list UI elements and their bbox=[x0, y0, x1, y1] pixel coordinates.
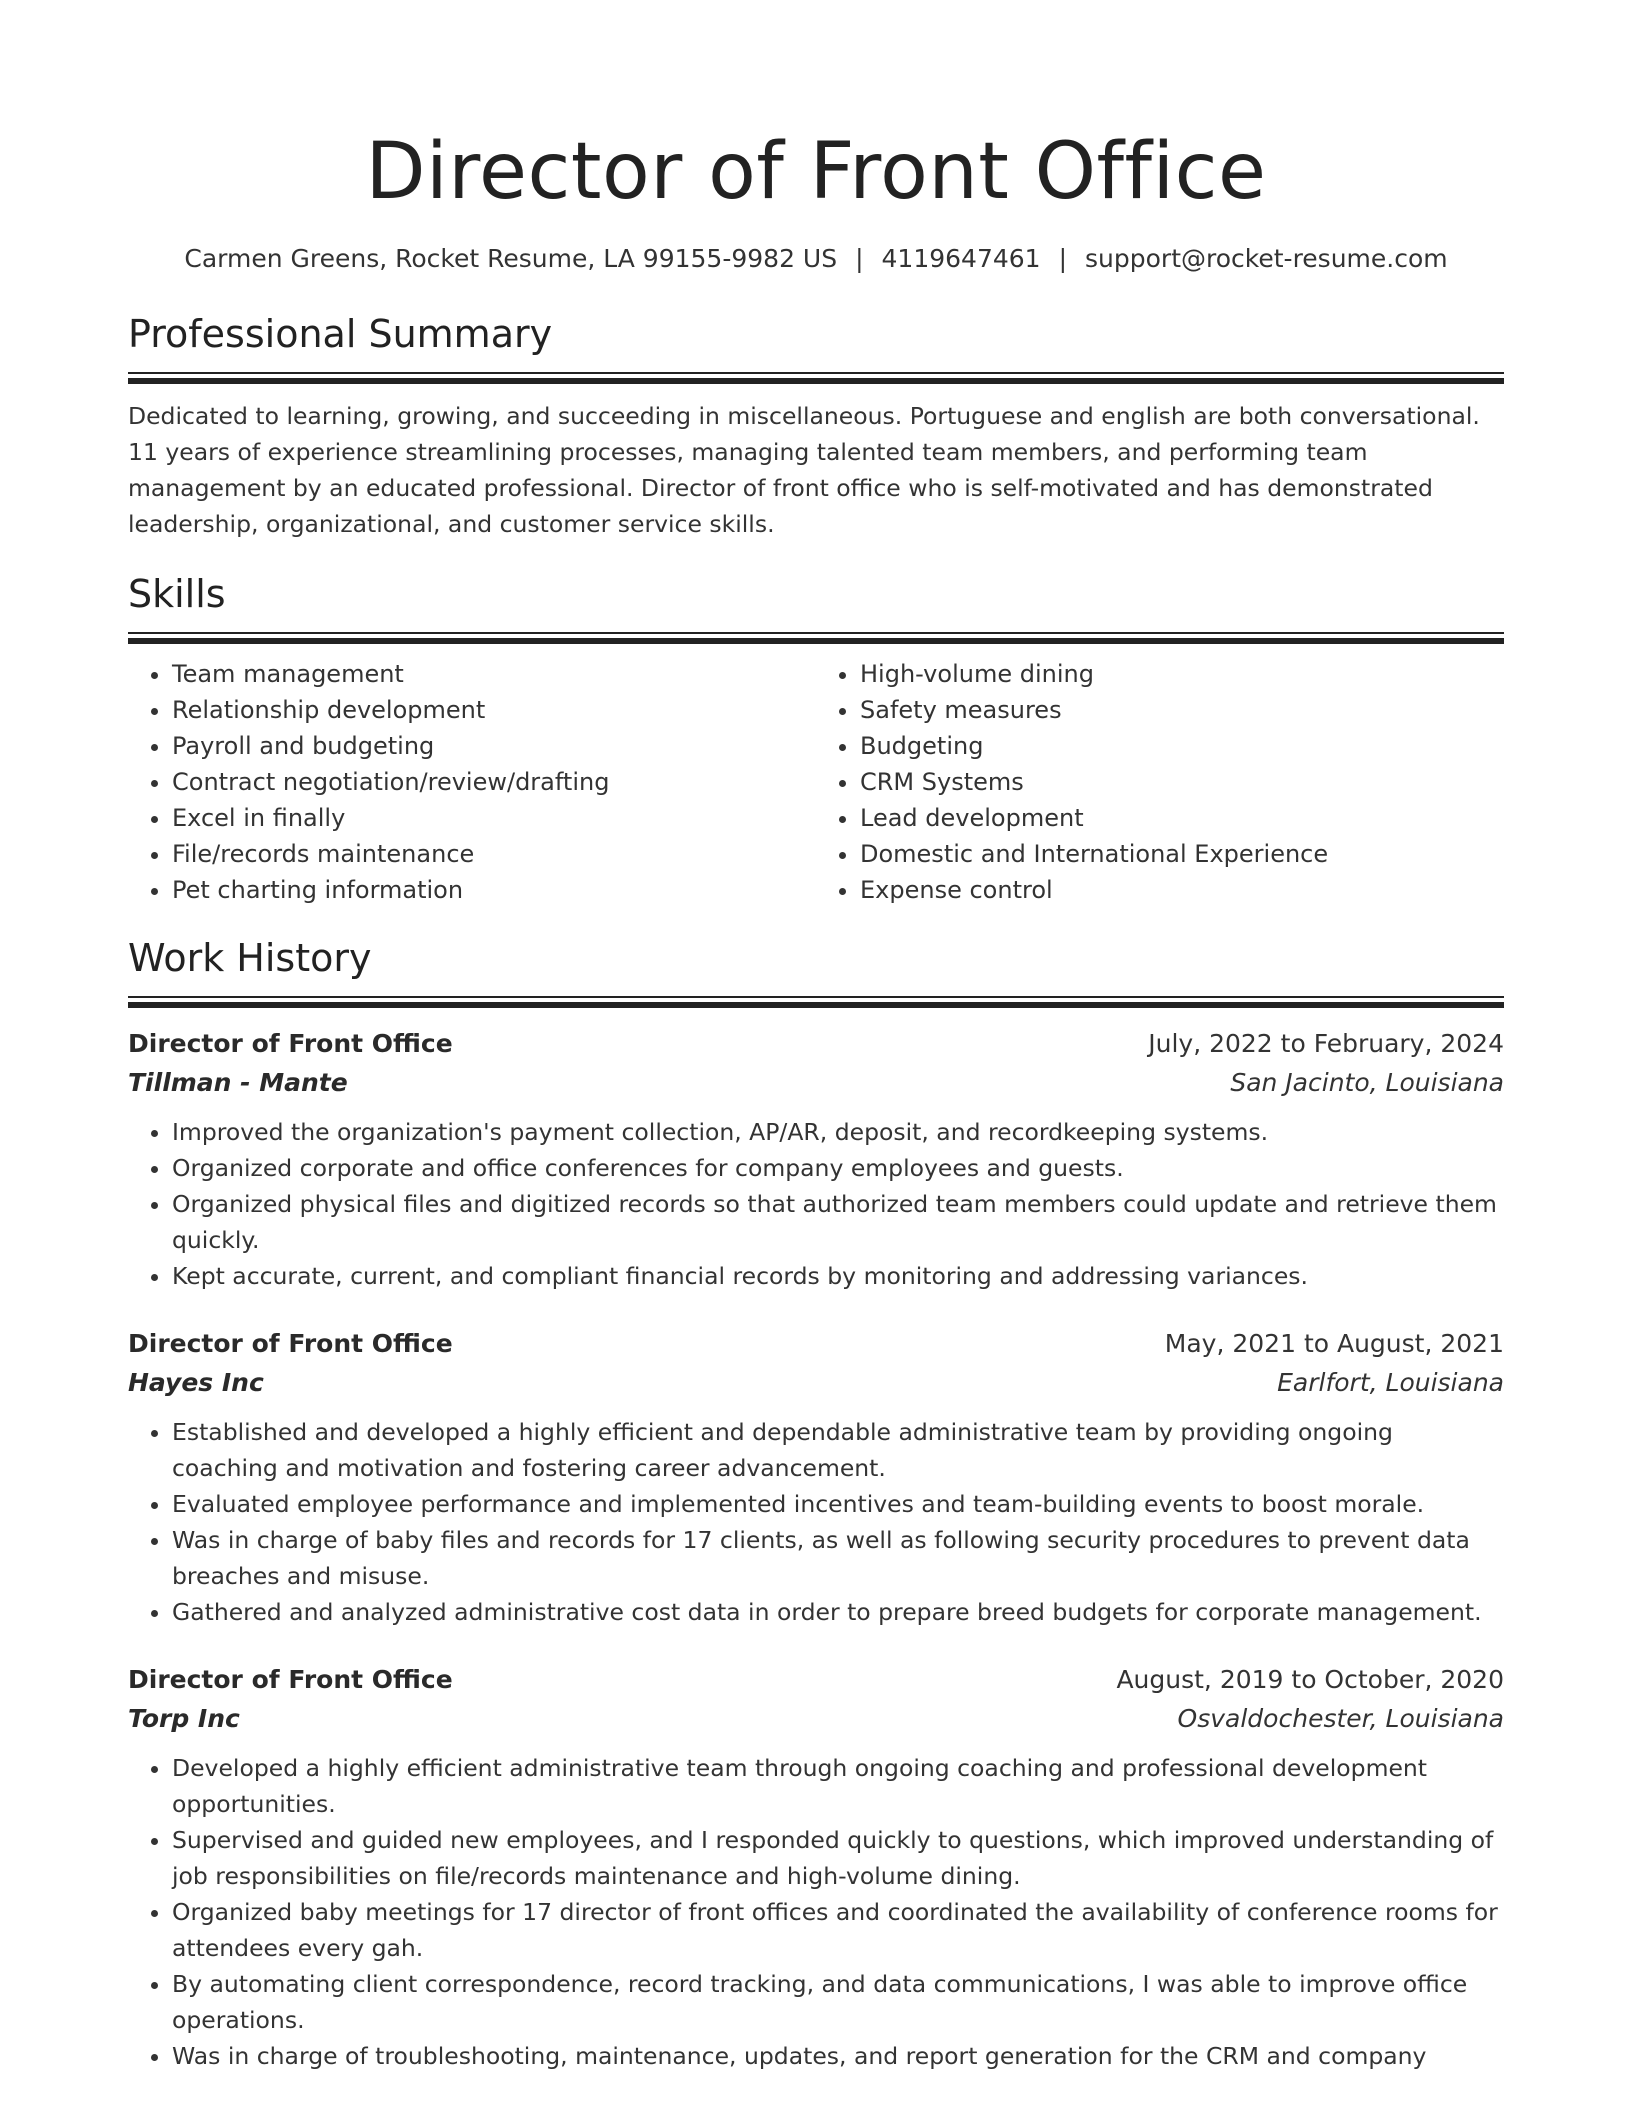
section-divider bbox=[128, 372, 1504, 384]
job-dates: May, 2021 to August, 2021 bbox=[1164, 1329, 1504, 1358]
summary-heading: Professional Summary bbox=[128, 312, 553, 356]
skill-item: • Relationship development bbox=[172, 692, 816, 728]
resume-title: Director of Front Office bbox=[365, 127, 1267, 217]
skill-item: • High-volume dining bbox=[860, 656, 1504, 692]
job-bullet: • Was in charge of baby files and records for 17 clients, as well as following security procedures to prevent data breaches and misuse. bbox=[172, 1522, 1504, 1594]
job-bullets bbox=[128, 1750, 1504, 2074]
job-bullet: • Gathered and analyzed administrative cost data in order to prepare breed budgets for corporate management. bbox=[172, 1594, 1504, 1630]
skills-columns bbox=[128, 656, 1504, 908]
skill-item: • Contract negotiation/review/drafting bbox=[172, 764, 816, 800]
skill-item: • CRM Systems bbox=[860, 764, 1504, 800]
work-history-heading: Work History bbox=[128, 936, 372, 980]
summary-text: Dedicated to learning, growing, and succeeding in miscellaneous. Portuguese and english are both conversational. 11 years of experience streamlining processes, managing talented team members, and performing team management by an educated professional. Director of front office who is self-motivated and has demonstrated leadership, organizational, and customer service skills. bbox=[128, 402, 1480, 538]
resume-page bbox=[128, 0, 1504, 2074]
skills-list-right bbox=[816, 656, 1504, 908]
skill-item: • Lead development bbox=[860, 800, 1504, 836]
skills-list-left bbox=[128, 656, 816, 908]
skill-item: • Pet charting information bbox=[172, 872, 816, 908]
job-bullet: • Was in charge of troubleshooting, maintenance, updates, and report generation for the CRM and company bbox=[172, 2038, 1504, 2074]
contact-address: Carmen Greens, Rocket Resume, LA 99155-9982 US bbox=[184, 244, 838, 273]
section-divider bbox=[128, 632, 1504, 644]
job-company: Hayes Inc bbox=[128, 1368, 264, 1397]
skill-item: • Team management bbox=[172, 656, 816, 692]
job-title: Director of Front Office bbox=[128, 1329, 453, 1358]
job-bullet: • Organized corporate and office conferences for company employees and guests. bbox=[172, 1150, 1504, 1186]
job-bullet: • By automating client correspondence, record tracking, and data communications, I was able to improve office operations. bbox=[172, 1966, 1504, 2038]
job-bullets bbox=[128, 1414, 1504, 1630]
job-bullet: • Developed a highly efficient administrative team through ongoing coaching and professional development opportunities. bbox=[172, 1750, 1504, 1822]
skill-item: • Expense control bbox=[860, 872, 1504, 908]
job-bullet: • Supervised and guided new employees, and I responded quickly to questions, which improved understanding of job responsibilities on file/records maintenance and high-volume dining. bbox=[172, 1822, 1504, 1894]
job-location: Osvaldochester, Louisiana bbox=[1177, 1704, 1504, 1733]
contact-phone: 4119647461 bbox=[881, 244, 1041, 273]
skill-item: • Excel in finally bbox=[172, 800, 816, 836]
job-bullet: • Evaluated employee performance and implemented incentives and team-building events to boost morale. bbox=[172, 1486, 1504, 1522]
skills-heading: Skills bbox=[128, 572, 226, 616]
job-dates: August, 2019 to October, 2020 bbox=[1116, 1665, 1504, 1694]
job-subheader bbox=[128, 1064, 1504, 1102]
job-company: Torp Inc bbox=[128, 1704, 240, 1733]
skill-item: • Payroll and budgeting bbox=[172, 728, 816, 764]
skill-item: • Domestic and International Experience bbox=[860, 836, 1504, 872]
job-header bbox=[128, 1660, 1504, 1700]
section-divider bbox=[128, 996, 1504, 1008]
summary-section bbox=[128, 310, 1504, 542]
job-location: San Jacinto, Louisiana bbox=[1230, 1068, 1504, 1097]
job-company: Tillman - Mante bbox=[128, 1068, 348, 1097]
skill-item: • Safety measures bbox=[860, 692, 1504, 728]
job-subheader bbox=[128, 1700, 1504, 1738]
job-header bbox=[128, 1324, 1504, 1364]
job-bullet: • Established and developed a highly efficient and dependable administrative team by providing ongoing coaching and motivation and fostering career advancement. bbox=[172, 1414, 1504, 1486]
skills-section bbox=[128, 570, 1504, 908]
job-entry bbox=[128, 1660, 1504, 2074]
work-history-section bbox=[128, 934, 1504, 2074]
job-bullet: • Improved the organization's payment collection, AP/AR, deposit, and recordkeeping systems. bbox=[172, 1114, 1504, 1150]
skill-item: • File/records maintenance bbox=[172, 836, 816, 872]
job-title: Director of Front Office bbox=[128, 1665, 453, 1694]
job-location: Earlfort, Louisiana bbox=[1277, 1368, 1504, 1397]
job-dates: July, 2022 to February, 2024 bbox=[1148, 1029, 1504, 1058]
contact-separator: | bbox=[1058, 244, 1068, 273]
job-header bbox=[128, 1024, 1504, 1064]
skill-item: • Budgeting bbox=[860, 728, 1504, 764]
job-title: Director of Front Office bbox=[128, 1029, 453, 1058]
job-bullet: • Organized physical files and digitized records so that authorized team members could update and retrieve them quickly. bbox=[172, 1186, 1504, 1258]
contact-separator: | bbox=[855, 244, 864, 273]
job-bullet: • Organized baby meetings for 17 director of front offices and coordinated the availability of conference rooms for attendees every gah. bbox=[172, 1894, 1504, 1966]
contact-email[interactable]: support@rocket-resume.com bbox=[1085, 244, 1448, 273]
contact-line bbox=[128, 242, 1504, 276]
job-subheader bbox=[128, 1364, 1504, 1402]
job-entry bbox=[128, 1324, 1504, 1630]
job-bullets bbox=[128, 1114, 1504, 1294]
job-bullet: • Kept accurate, current, and compliant financial records by monitoring and addressing variances. bbox=[172, 1258, 1504, 1294]
job-entry bbox=[128, 1024, 1504, 1294]
